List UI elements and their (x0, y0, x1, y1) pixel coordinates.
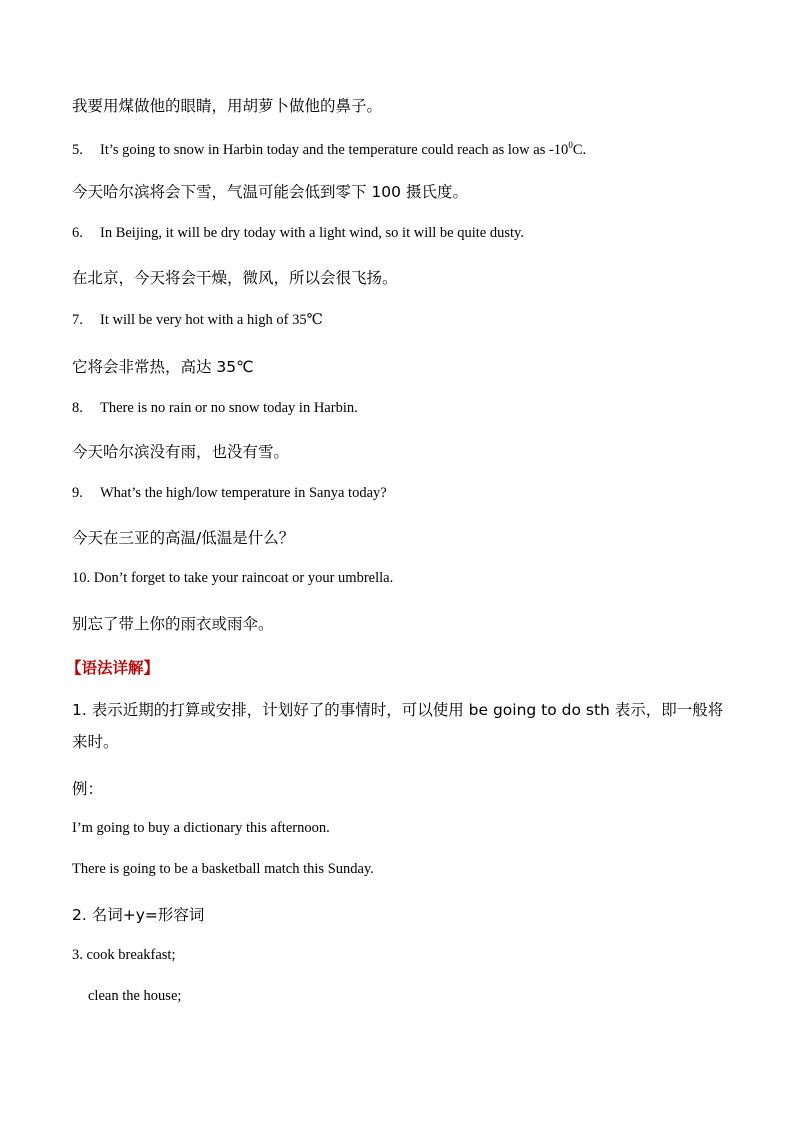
grammar-point-1: 1. 表示近期的打算或安排，计划好了的事情时，可以使用 be going to do sth 表示，即一般将来时。 (72, 701, 724, 751)
sentence-text: There is no rain or no snow today in Harbin. (100, 400, 358, 416)
grammar-point-3-cont: clean the house; (88, 988, 182, 1004)
sentence-5 (72, 140, 734, 159)
translation-8: 今天哈尔滨没有雨，也没有雪。 (72, 443, 290, 461)
superscript: 0 (568, 140, 573, 150)
sentence-text-end: C. (572, 141, 587, 158)
section-heading: 【语法详解】 (66, 659, 160, 677)
translation-5: 今天哈尔滨将会下雪，气温可能会低到零下 100 摄氏度。 (72, 183, 468, 201)
grammar-point-3: 3. cook breakfast; (72, 947, 176, 963)
translation-7: 它将会非常热，高达 35℃ (72, 358, 254, 376)
item-number: 7. (72, 312, 83, 328)
sentence-10: 10. Don’t forget to take your raincoat or your umbrella. (72, 570, 394, 586)
example-label: 例： (72, 780, 104, 798)
sentence-8 (72, 400, 734, 417)
item-number: 9. (72, 485, 83, 501)
example-sentence-2: There is going to be a basketball match this Sunday. (72, 861, 374, 877)
sentence-6 (72, 225, 734, 242)
item-number: 5. (72, 141, 83, 158)
translation-6: 在北京，今天将会干燥，微风，所以会很飞扬。 (72, 269, 398, 287)
sentence-text: What’s the high/low temperature in Sanya today? (100, 485, 387, 501)
sentence-text: In Beijing, it will be dry today with a light wind, so it will be quite dusty. (100, 225, 524, 241)
translation-9: 今天在三亚的高温/低温是什么？ (72, 529, 295, 547)
item-number: 6. (72, 225, 83, 241)
example-sentence-1: I’m going to buy a dictionary this afternoon. (72, 820, 330, 836)
sentence-text: It will be very hot with a high of 35℃ (100, 312, 323, 328)
translation-line: 我要用煤做他的眼睛，用胡萝卜做他的鼻子。 (72, 97, 383, 115)
sentence-7 (72, 312, 734, 329)
item-number: 8. (72, 400, 83, 416)
grammar-point-2: 2. 名词+y=形容词 (72, 906, 205, 924)
translation-10: 别忘了带上你的雨衣或雨伞。 (72, 615, 274, 633)
sentence-9 (72, 485, 734, 502)
sentence-text: It’s going to snow in Harbin today and the temperature could reach as low as -10 (100, 141, 569, 158)
